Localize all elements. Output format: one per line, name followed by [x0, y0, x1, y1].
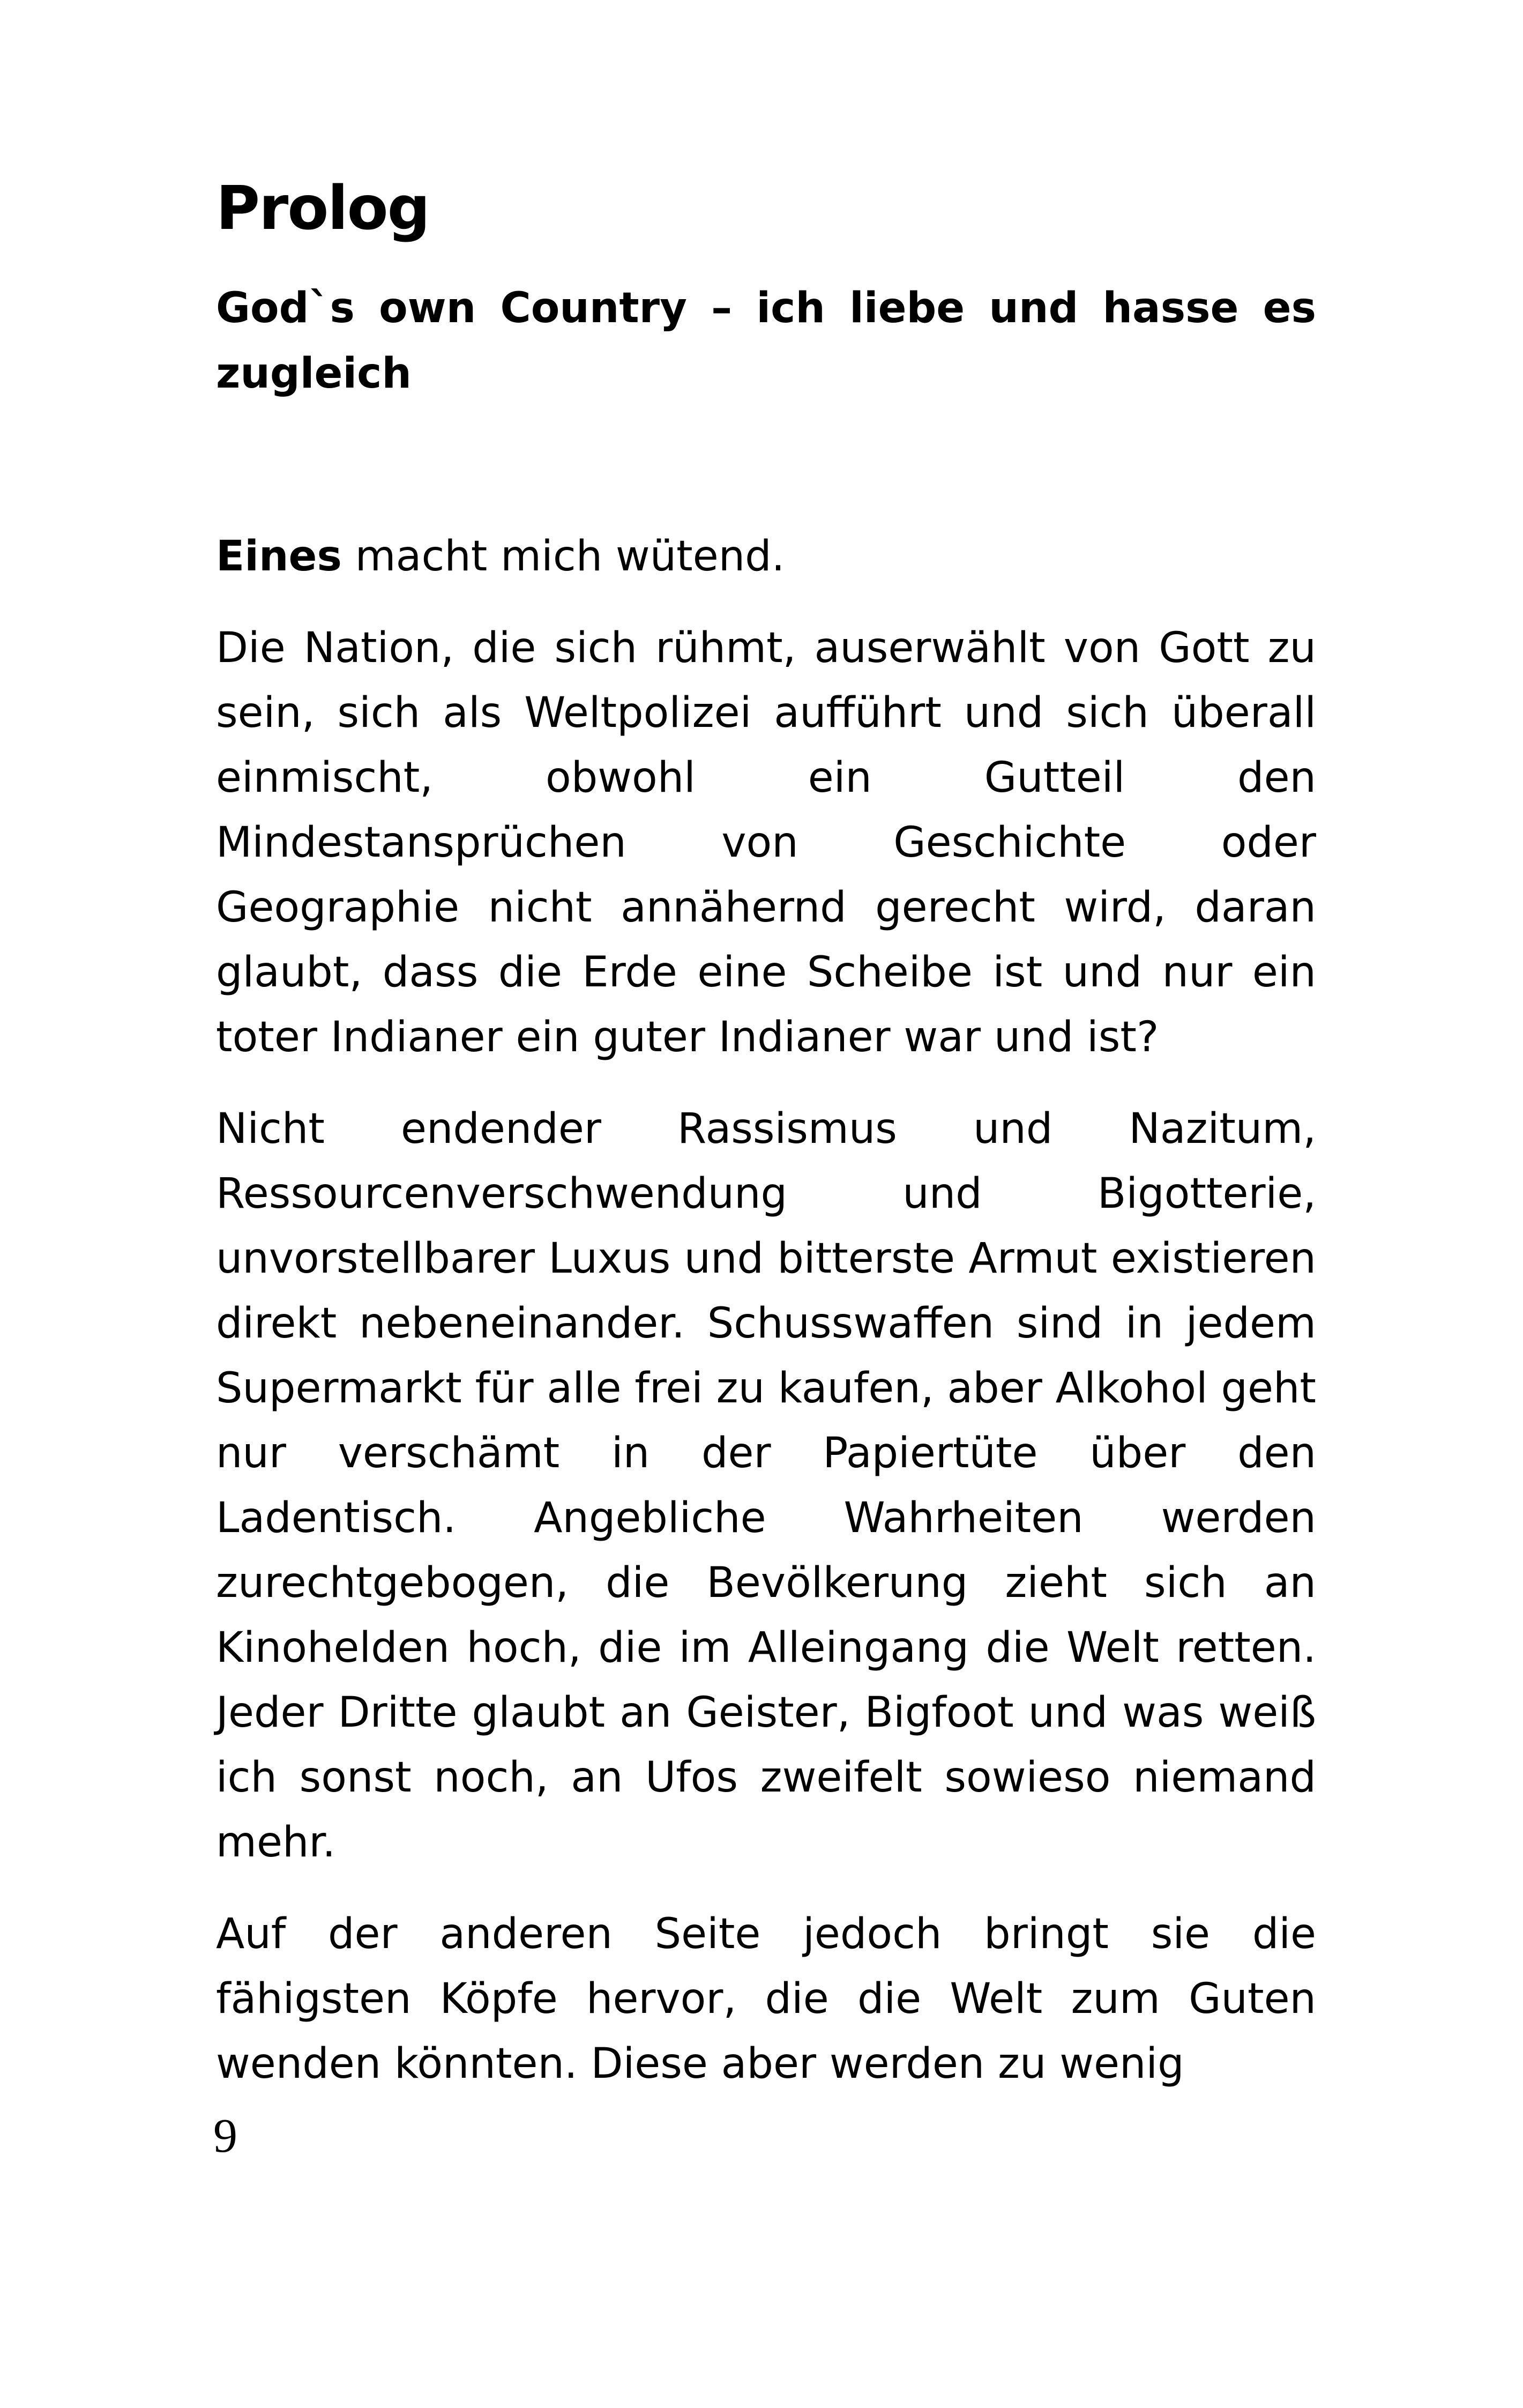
chapter-subtitle: God`s own Country – ich liebe und hasse es zugleich — [216, 284, 1316, 398]
paragraph-4: Auf der anderen Seite jedoch bringt sie die fähigsten Köpfe hervor, die die Welt zum Guten wenden könnten. Diese aber werden zu wenig — [216, 1910, 1316, 2088]
paragraph-lead-word: Eines — [216, 532, 342, 581]
page-number: 9 — [213, 2109, 237, 2162]
paragraph-3: Nicht endender Rassismus und Nazitum, Ressourcenverschwendung und Bigotterie, unvorstellbarer Luxus und bitterste Armut existieren direkt nebeneinander. Schusswaffen sind in jedem Supermarkt für alle frei zu kaufen, aber Alkohol geht nur verschämt in der Papiertüte über den Ladentisch. Angebliche Wahrheiten werden zurechtgebogen, die Bevölkerung zieht sich an Kinohelden hoch, die im Alleingang die Welt retten. Jeder Dritte glaubt an Geister, Bigfoot und was weiß ich sonst noch, an Ufos zweifelt sowieso niemand mehr. — [216, 1105, 1316, 1867]
paragraph-2: Die Nation, die sich rühmt, auserwählt von Gott zu sein, sich als Weltpolizei aufführt und sich überall einmischt, obwohl ein Gutteil den Mindestansprüchen von Geschichte oder Geographie nicht annähernd gerecht wird, daran glaubt, dass die Erde eine Scheibe ist und nur ein toter Indianer ein guter Indianer war und ist? — [216, 624, 1316, 1061]
paragraph-1 — [216, 524, 1316, 589]
chapter-title: Prolog — [216, 174, 429, 243]
page-text-block — [216, 168, 1316, 2097]
paragraph-1-text: macht mich wütend. — [341, 532, 785, 581]
